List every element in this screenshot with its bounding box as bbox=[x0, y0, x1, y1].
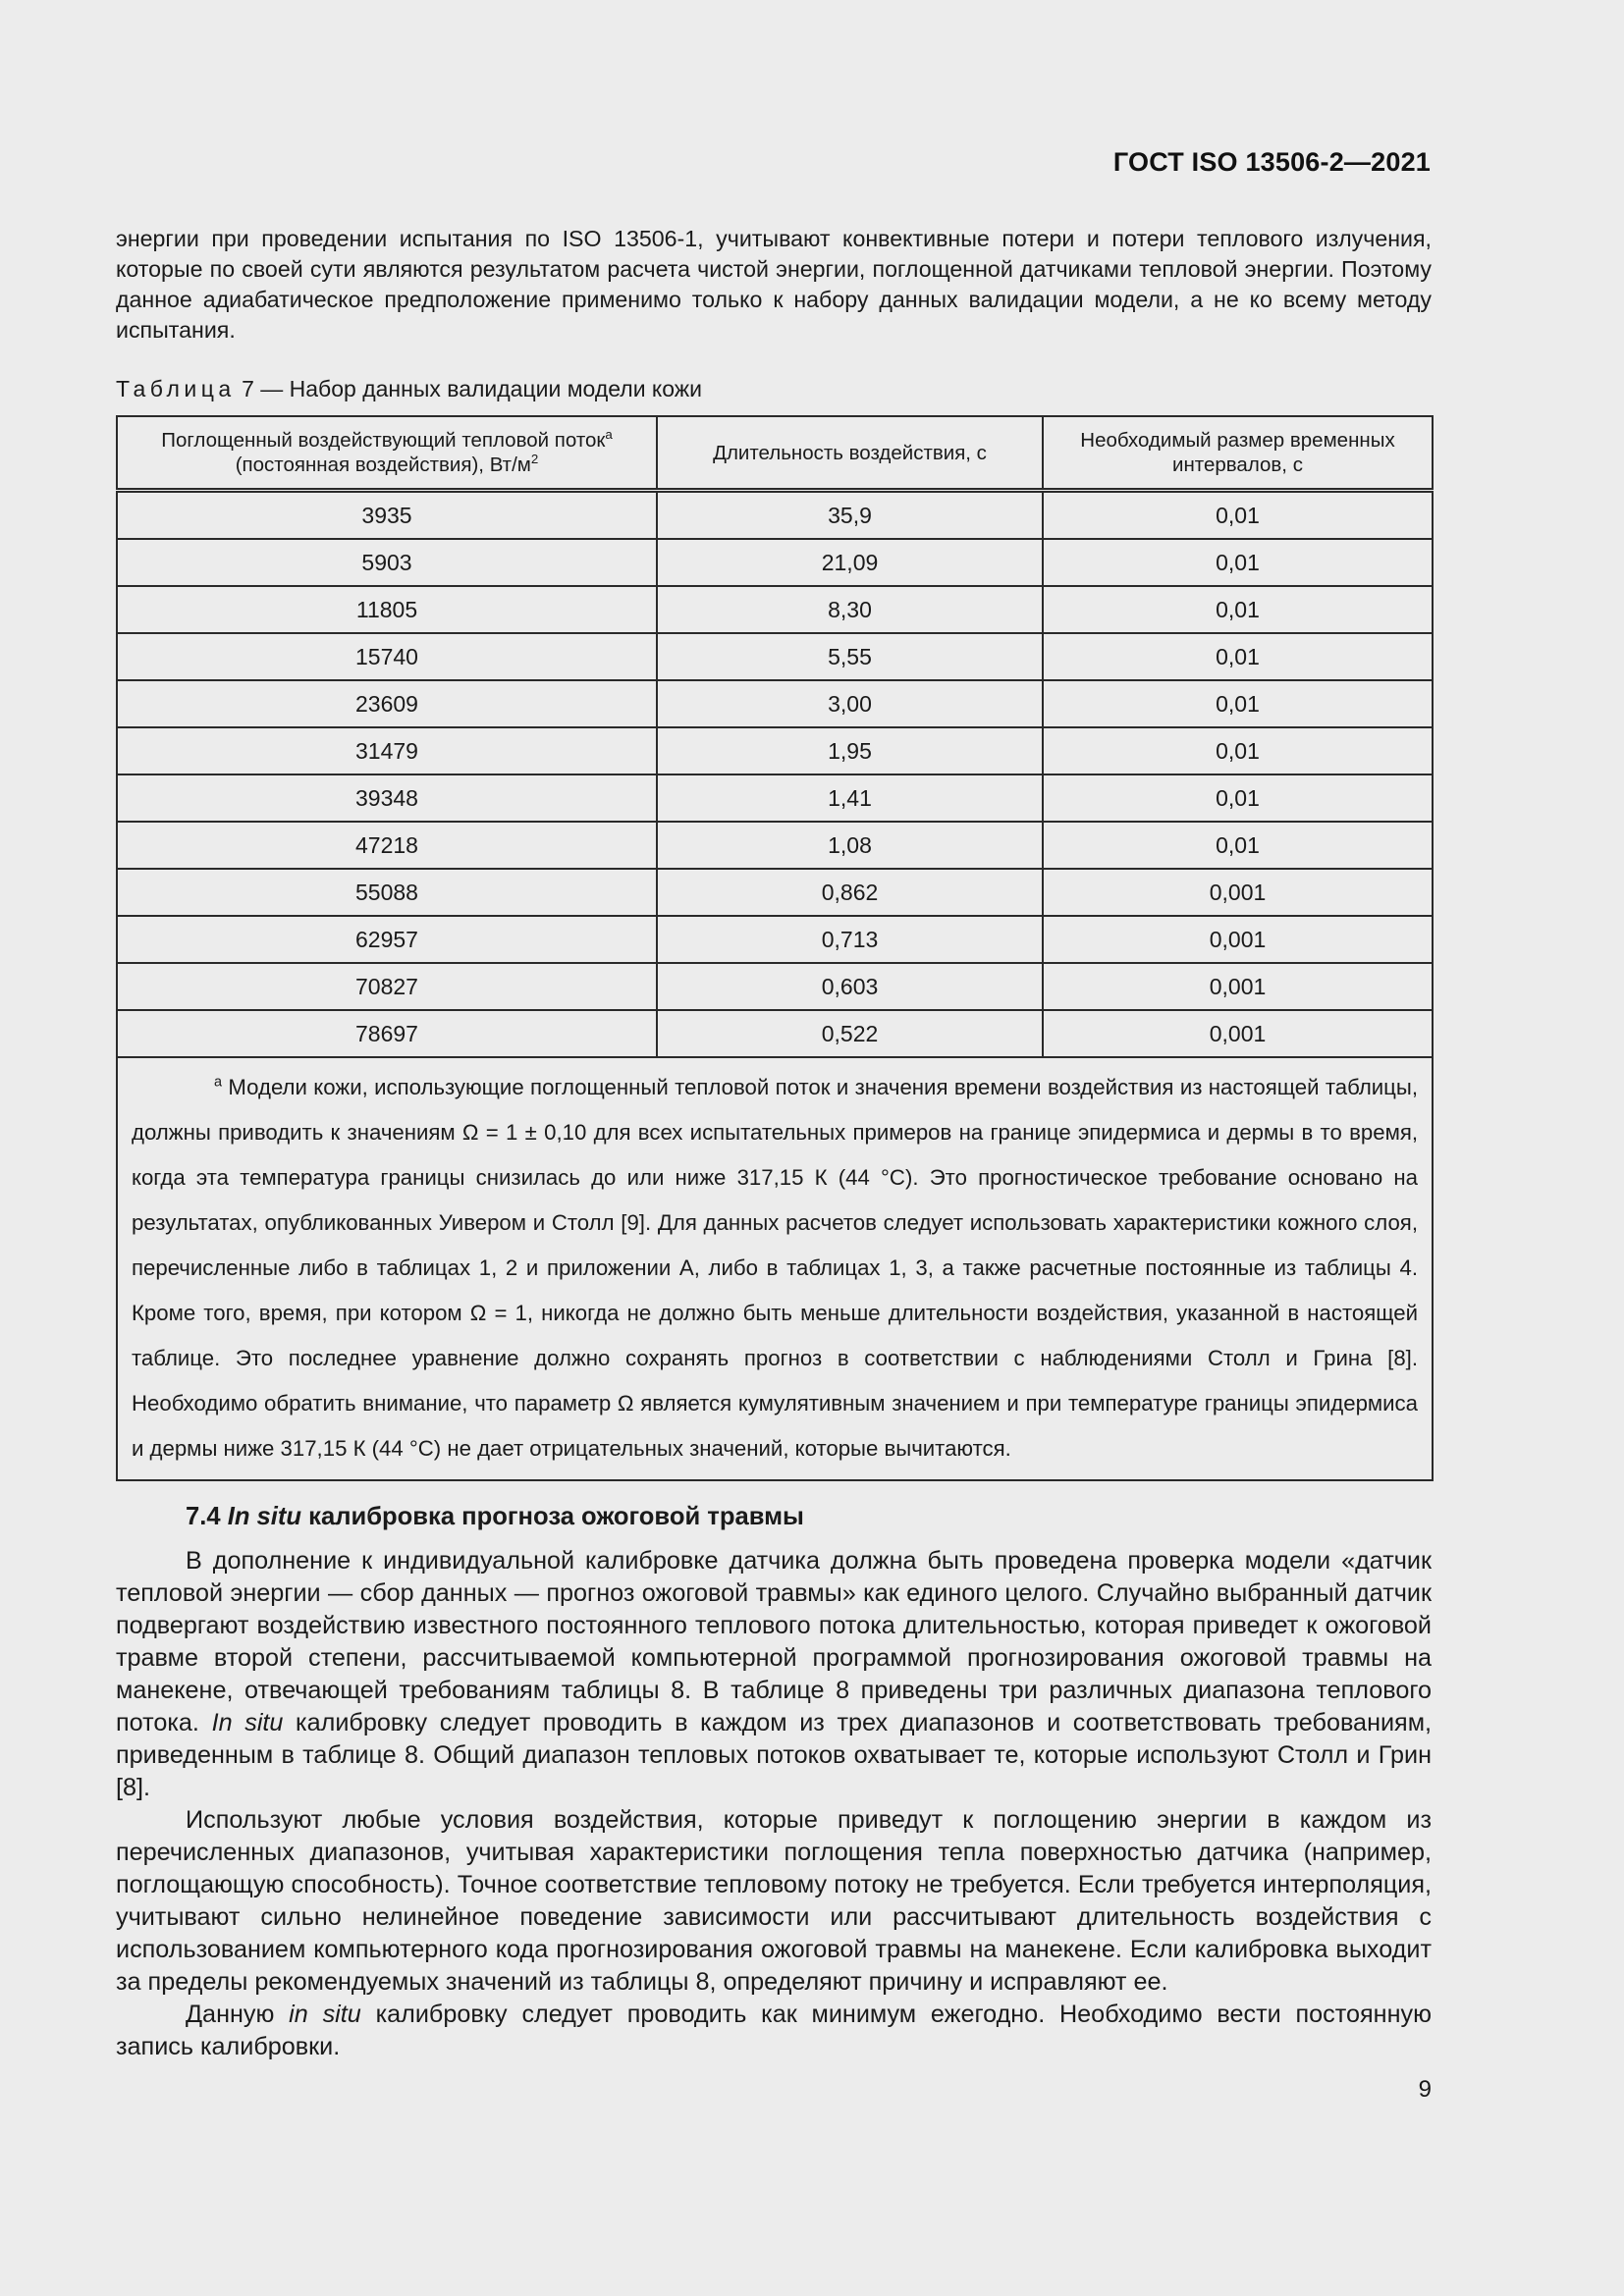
table-row bbox=[117, 963, 1433, 1010]
table-row bbox=[117, 539, 1433, 586]
table-caption-label: Таблица bbox=[116, 376, 236, 401]
footnote-marker: a bbox=[214, 1074, 223, 1091]
cell-duration: 35,9 bbox=[657, 491, 1043, 540]
cell-flux: 31479 bbox=[117, 727, 657, 774]
cell-flux: 39348 bbox=[117, 774, 657, 822]
cell-flux: 15740 bbox=[117, 633, 657, 680]
p3-italic: in situ bbox=[289, 2001, 361, 2028]
header-flux-text: Поглощенный воздействующий тепловой поток bbox=[161, 429, 606, 452]
table-caption-text: 7 — Набор данных валидации модели кожи bbox=[235, 376, 703, 401]
cell-duration: 8,30 bbox=[657, 586, 1043, 633]
header-flux-text-2: (постоянная воздействия), Вт/м bbox=[235, 454, 531, 476]
p1-text-b: калибровку следует проводить в каждом из трех диапазонов и соответствовать требованиям, приведенным в таблице 8. Общий диапазон тепловых потоков охватывает те, которые используют Столл и Грин [8]. bbox=[116, 1709, 1433, 1801]
body-paragraph-2: Используют любые условия воздействия, которые приведут к поглощению энергии в каждом из перечисленных диапазонов, учитывая характеристики поглощения тепла поверхностью датчика (например, поглощающую способность). Точное соответствие тепловому потоку не требуется. Если требуется интерполяция, учитывают сильно нелинейное поведение зависимости или рассчитывают длительность воздействия с использованием компьютерного кода прогнозирования ожоговой травмы на манекене. Если калибровка выходит за пределы рекомендуемых значений из таблицы 8, определяют причину и исправляют ее. bbox=[116, 1806, 1432, 1996]
cell-flux: 55088 bbox=[117, 869, 657, 916]
cell-duration: 5,55 bbox=[657, 633, 1043, 680]
cell-step: 0,01 bbox=[1043, 633, 1433, 680]
cell-step: 0,001 bbox=[1043, 869, 1433, 916]
footnote-text: Модели кожи, использующие поглощенный тепловой поток и значения времени воздействия из настоящей таблицы, должны приводить к значениям Ω = 1 ± 0,10 для всех испытательных примеров на границе эпидермиса и дермы в то время, когда эта температура границы снизилась до или ниже 317,15 К (44 °C). Это прогностическое требование основано на результатах, опубликованных Уивером и Столл [9]. Для данных расчетов следует использовать характеристики кожного слоя, перечисленные либо в таблицах 1, 2 и приложении А, либо в таблицах 1, 3, а также расчетные постоянные из таблицы 4. Кроме того, время, при котором Ω = 1, никогда не должно быть меньше длительности воздействия, указанной в настоящей таблице. Это последнее уравнение должно сохранять прогноз в соответствии с наблюдениями Столл и Грина [8]. Необходимо обратить внимание, что параметр Ω является кумулятивным значением и при температуре границы эпидермиса и дермы ниже 317,15 К (44 °C) не дает отрицательных значений, которые вычитаются. bbox=[132, 1075, 1418, 1461]
cell-duration: 1,41 bbox=[657, 774, 1043, 822]
cell-duration: 1,95 bbox=[657, 727, 1043, 774]
table-row bbox=[117, 586, 1433, 633]
cell-flux: 70827 bbox=[117, 963, 657, 1010]
table-caption bbox=[116, 374, 1432, 403]
table-row bbox=[117, 727, 1433, 774]
cell-step: 0,01 bbox=[1043, 822, 1433, 869]
cell-duration: 0,862 bbox=[657, 869, 1043, 916]
body-paragraph-3 bbox=[116, 1999, 1432, 2063]
cell-step: 0,001 bbox=[1043, 963, 1433, 1010]
cell-flux: 3935 bbox=[117, 491, 657, 540]
cell-flux: 5903 bbox=[117, 539, 657, 586]
page-content bbox=[116, 224, 1432, 2063]
p1-italic: In situ bbox=[211, 1709, 284, 1736]
cell-duration: 0,522 bbox=[657, 1010, 1043, 1057]
table-row bbox=[117, 491, 1433, 540]
cell-duration: 1,08 bbox=[657, 822, 1043, 869]
p1-text-a: В дополнение к индивидуальной калибровке датчика должна быть проведена проверка модели «датчик тепловой энергии — сбор данных — прогноз ожоговой травмы» как единого целого. Случайно выбранный датчик подвергают воздействию известного постоянного теплового потока длительностью, которая приведет к ожоговой травме второй степени, рассчитываемой компьютерной программой прогнозирования ожоговой травмы на манекене, отвечающей требованиям таблицы 8. В таблице 8 приведены три различных диапазона теплового потока. bbox=[116, 1547, 1432, 1736]
cell-step: 0,01 bbox=[1043, 680, 1433, 727]
header-flux-sup: a bbox=[605, 427, 613, 443]
section-number: 7.4 bbox=[186, 1503, 228, 1530]
table-row bbox=[117, 1010, 1433, 1057]
header-duration: Длительность воздействия, с bbox=[657, 416, 1043, 491]
cell-duration: 21,09 bbox=[657, 539, 1043, 586]
section-title-rest: калибровка прогноза ожоговой травмы bbox=[301, 1503, 804, 1530]
intro-paragraph: энергии при проведении испытания по ISO 13506-1, учитывают конвективные потери и потери теплового излучения, которые по своей сути являются результатом расчета чистой энергии, поглощенной датчиками тепловой энергии. Поэтому данное адиабатическое предположение применимо только к набору данных валидации модели, а не ко всему методу испытания. bbox=[116, 226, 1432, 343]
table-footnote bbox=[117, 1057, 1433, 1480]
cell-duration: 0,603 bbox=[657, 963, 1043, 1010]
p3-text-b: калибровку следует проводить как минимум ежегодно. Необходимо вести постоянную запись калибровки. bbox=[116, 2001, 1432, 2060]
standard-header: ГОСТ ISO 13506-2—2021 bbox=[1112, 147, 1431, 177]
header-step bbox=[1043, 416, 1433, 491]
body-paragraph-1 bbox=[116, 1545, 1432, 1804]
header-step-text: Необходимый размер временных интервалов, с bbox=[1080, 429, 1395, 476]
header-flux bbox=[117, 416, 657, 491]
cell-duration: 0,713 bbox=[657, 916, 1043, 963]
table-body bbox=[117, 491, 1433, 1481]
cell-duration: 3,00 bbox=[657, 680, 1043, 727]
table-row bbox=[117, 822, 1433, 869]
table-header-row bbox=[117, 416, 1433, 491]
cell-step: 0,001 bbox=[1043, 916, 1433, 963]
cell-step: 0,01 bbox=[1043, 774, 1433, 822]
table-row bbox=[117, 680, 1433, 727]
cell-step: 0,001 bbox=[1043, 1010, 1433, 1057]
table-row bbox=[117, 916, 1433, 963]
cell-flux: 62957 bbox=[117, 916, 657, 963]
cell-step: 0,01 bbox=[1043, 586, 1433, 633]
section-heading bbox=[116, 1500, 1432, 1533]
validation-table bbox=[116, 415, 1434, 1481]
cell-step: 0,01 bbox=[1043, 491, 1433, 540]
cell-step: 0,01 bbox=[1043, 539, 1433, 586]
p3-text-a: Данную bbox=[186, 2001, 290, 2028]
section-title-italic: In situ bbox=[227, 1503, 302, 1530]
table-row bbox=[117, 774, 1433, 822]
header-flux-unit-sup: 2 bbox=[530, 452, 539, 467]
page-number: 9 bbox=[1418, 2076, 1432, 2103]
table-row bbox=[117, 869, 1433, 916]
cell-step: 0,01 bbox=[1043, 727, 1433, 774]
cell-flux: 23609 bbox=[117, 680, 657, 727]
cell-flux: 47218 bbox=[117, 822, 657, 869]
table-row bbox=[117, 633, 1433, 680]
cell-flux: 11805 bbox=[117, 586, 657, 633]
cell-flux: 78697 bbox=[117, 1010, 657, 1057]
table-footnote-row bbox=[117, 1057, 1433, 1480]
